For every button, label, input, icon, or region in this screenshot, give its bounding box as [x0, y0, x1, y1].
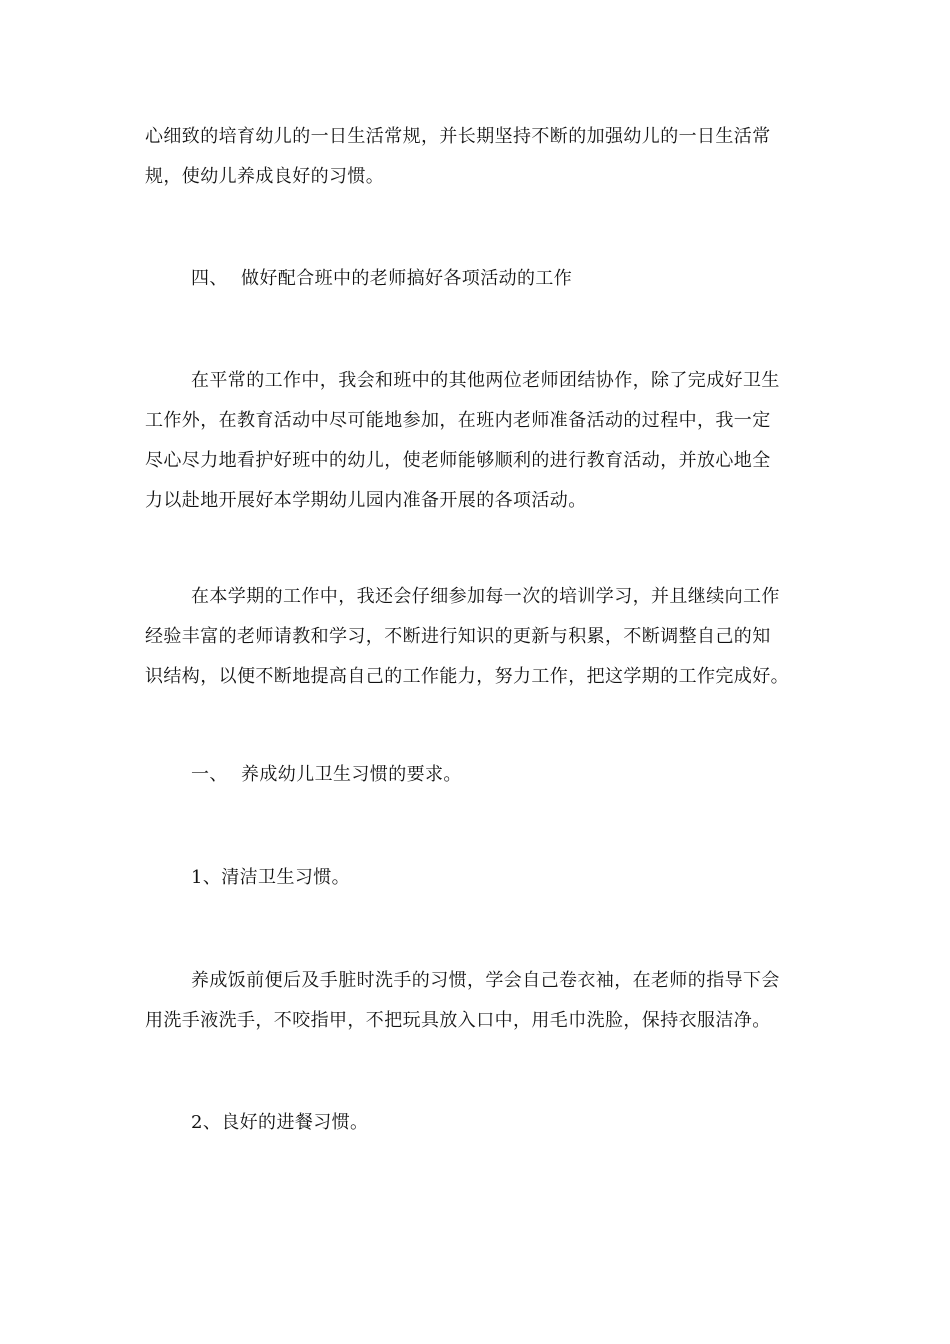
- text-line: 用洗手液洗手，不咬指甲，不把玩具放入口中，用毛巾洗脸，保持衣服洁净。: [145, 1010, 771, 1031]
- text-line: 工作外，在教育活动中尽可能地参加，在班内老师准备活动的过程中，我一定: [145, 410, 771, 431]
- text-line: 规，使幼儿养成良好的习惯。: [145, 166, 385, 187]
- text-line: 养成饭前便后及手脏时洗手的习惯，学会自己卷衣袖，在老师的指导下会: [191, 970, 780, 991]
- heading-text: 养成幼儿卫生习惯的要求。: [241, 764, 462, 785]
- subheading-text: 2、良好的进餐习惯。: [191, 1112, 369, 1133]
- subheading-cleanliness: [145, 858, 807, 898]
- text-line: 力以赴地开展好本学期幼儿园内准备开展的各项活动。: [145, 490, 587, 511]
- paragraph-daily-routine: [145, 117, 807, 197]
- subheading-dining: [145, 1103, 807, 1143]
- text-line: 识结构，以便不断地提高自己的工作能力，努力工作，把这学期的工作完成好。: [145, 666, 789, 687]
- section-heading-one: [145, 755, 807, 795]
- text-line: 在平常的工作中，我会和班中的其他两位老师团结协作，除了完成好卫生: [191, 370, 780, 391]
- subheading-text: 1、清洁卫生习惯。: [191, 867, 351, 888]
- paragraph-handwashing: [145, 961, 807, 1041]
- heading-number: 一、: [191, 764, 228, 785]
- text-line: 尽心尽力地看护好班中的幼儿，使老师能够顺利的进行教育活动，并放心地全: [145, 450, 771, 471]
- section-heading-four: [145, 259, 807, 299]
- heading-number: 四、: [191, 268, 228, 289]
- paragraph-teamwork: [145, 361, 807, 521]
- heading-text: 做好配合班中的老师搞好各项活动的工作: [241, 268, 573, 289]
- text-line: 在本学期的工作中，我还会仔细参加每一次的培训学习，并且继续向工作: [191, 586, 780, 607]
- paragraph-training: [145, 577, 807, 697]
- text-line: 心细致的培育幼儿的一日生活常规，并长期坚持不断的加强幼儿的一日生活常: [145, 126, 771, 147]
- text-line: 经验丰富的老师请教和学习，不断进行知识的更新与积累，不断调整自己的知: [145, 626, 771, 647]
